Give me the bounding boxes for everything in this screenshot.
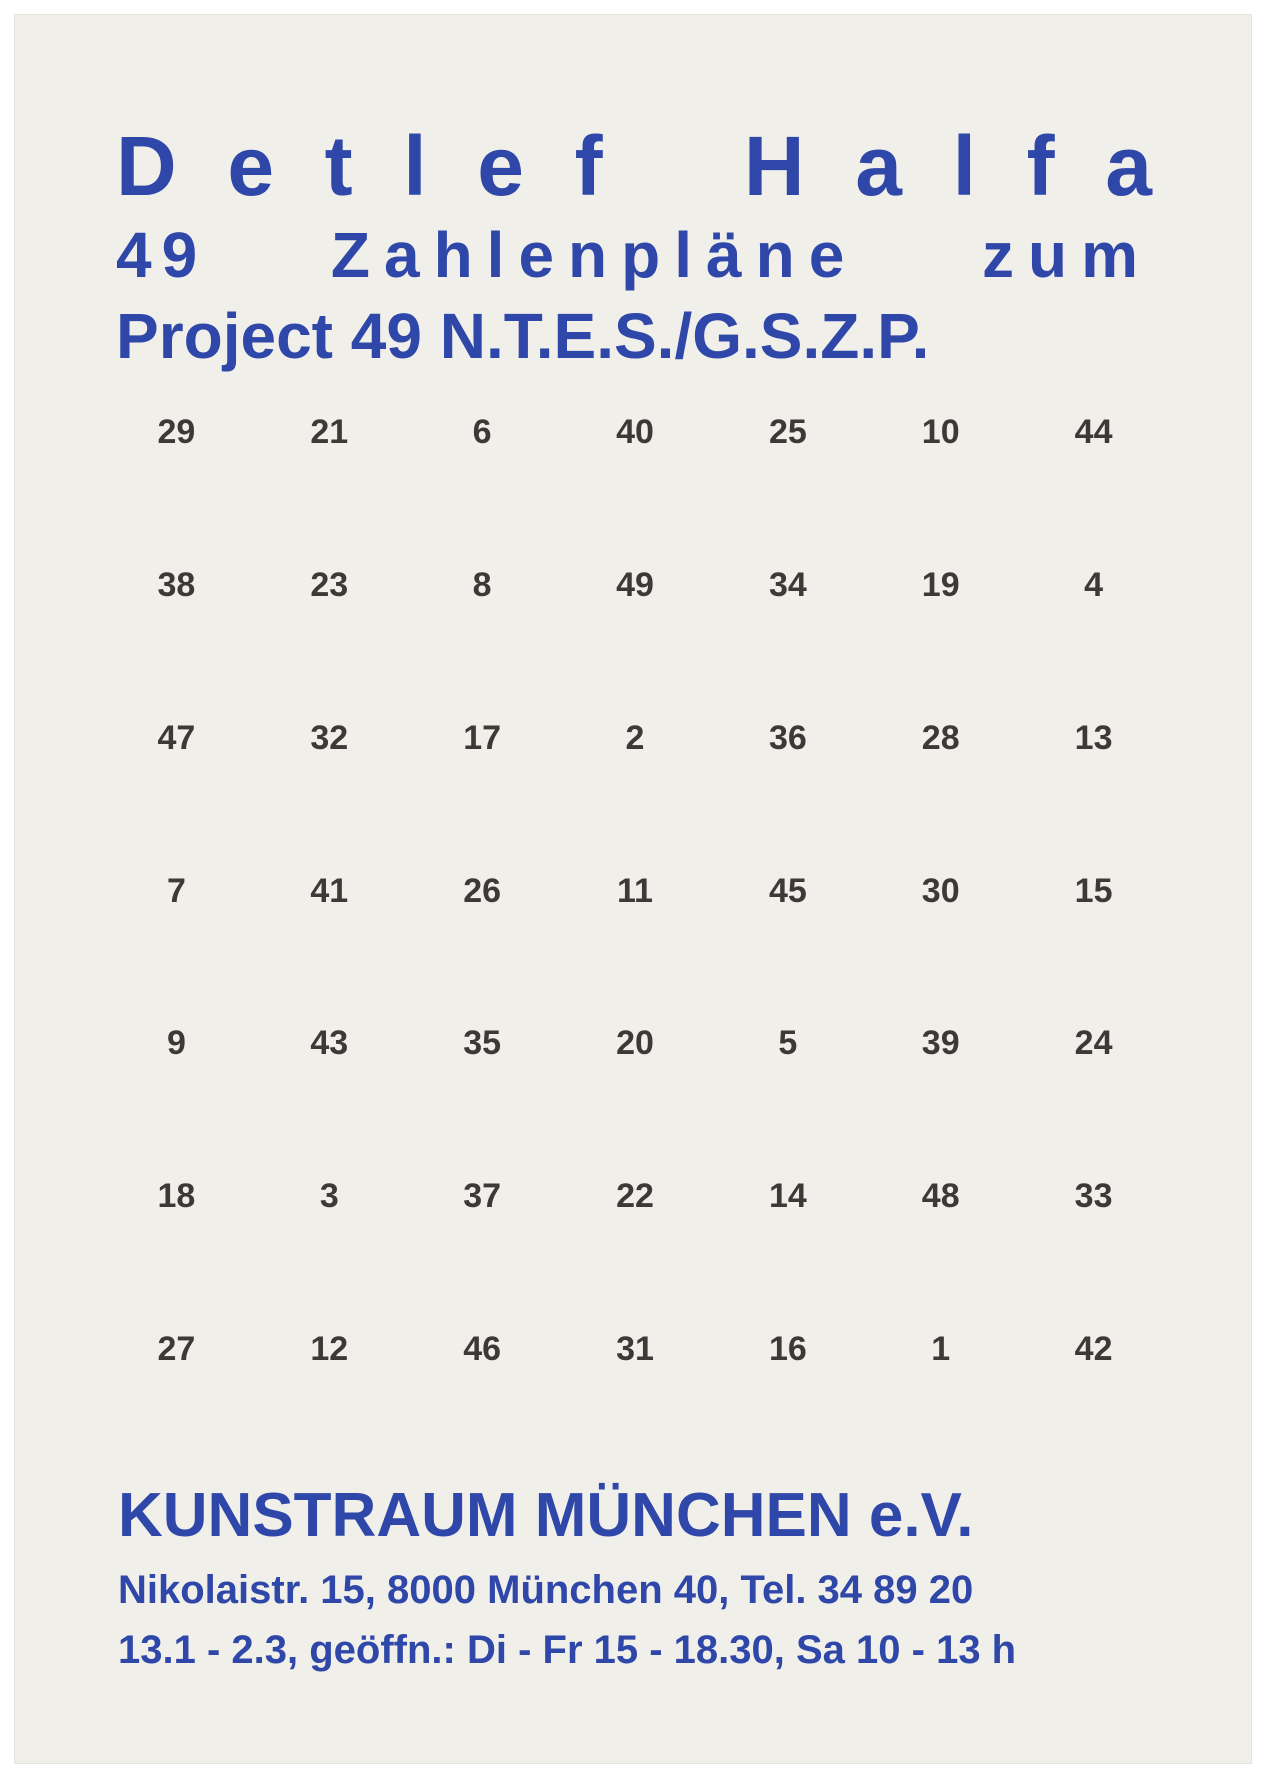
name-letter: l xyxy=(952,119,976,213)
subtitle-word: Zahlenpläne xyxy=(330,219,859,291)
number-grid xyxy=(100,400,1170,1470)
grid-cell: 7 xyxy=(166,871,186,910)
grid-cell: 27 xyxy=(157,1330,196,1369)
grid-cell: 16 xyxy=(768,1330,807,1369)
grid-cell: 5 xyxy=(778,1024,798,1063)
grid-cell: 25 xyxy=(768,413,807,451)
grid-cell: 41 xyxy=(310,871,349,910)
grid-cell: 2 xyxy=(625,718,645,757)
grid-cell: 22 xyxy=(616,1177,654,1216)
grid-cell: 19 xyxy=(921,565,960,604)
grid-cell: 4 xyxy=(1084,565,1104,604)
grid-cell: 10 xyxy=(921,413,960,451)
name-letter: D xyxy=(116,119,177,213)
name-gap xyxy=(653,120,693,212)
grid-cell: 26 xyxy=(463,871,502,910)
address-line: Nikolaistr. 15, 8000 München 40, Tel. 34 89 20 xyxy=(118,1568,974,1612)
grid-cell: 33 xyxy=(1074,1177,1113,1216)
grid-cell: 21 xyxy=(310,413,349,451)
name-letter: f xyxy=(1026,119,1055,213)
subtitle-word: zum xyxy=(982,219,1152,291)
grid-cell: 40 xyxy=(616,413,654,451)
name-letter: e xyxy=(477,119,524,213)
grid-cell: 18 xyxy=(157,1177,196,1216)
grid-cell: 49 xyxy=(616,565,654,604)
grid-cell: 29 xyxy=(157,413,196,451)
grid-cell: 13 xyxy=(1074,718,1113,757)
name-letter: f xyxy=(574,119,603,213)
subtitle-word: 49 xyxy=(116,219,208,291)
grid-cell: 47 xyxy=(157,718,196,757)
grid-cell: 42 xyxy=(1074,1330,1113,1369)
grid-cell: 38 xyxy=(157,565,196,604)
name-letter: t xyxy=(324,119,353,213)
grid-cell: 30 xyxy=(921,871,960,910)
grid-cell: 12 xyxy=(310,1330,349,1369)
grid-cell: 32 xyxy=(310,718,349,757)
grid-cell: 23 xyxy=(310,565,349,604)
opening-hours: 13.1 - 2.3, geöffn.: Di - Fr 15 - 18.30, Sa 10 - 13 h xyxy=(118,1628,1017,1672)
grid-cell: 9 xyxy=(166,1024,186,1063)
grid-cell: 24 xyxy=(1074,1024,1113,1063)
project-title: Project 49 N.T.E.S./G.S.Z.P. xyxy=(116,300,930,372)
grid-cell: 44 xyxy=(1074,413,1113,451)
grid-cell: 31 xyxy=(616,1330,654,1369)
grid-cell: 37 xyxy=(463,1177,502,1216)
grid-cell: 34 xyxy=(768,565,807,604)
grid-cell: 6 xyxy=(472,413,492,451)
grid-cell: 36 xyxy=(768,718,807,757)
grid-cell: 46 xyxy=(463,1330,502,1369)
grid-cell: 39 xyxy=(921,1024,960,1063)
name-letter: l xyxy=(403,119,427,213)
name-letter: a xyxy=(855,119,902,213)
grid-cell: 1 xyxy=(931,1330,951,1369)
grid-cell: 45 xyxy=(768,871,807,910)
grid-cell: 8 xyxy=(472,565,492,604)
grid-cell: 15 xyxy=(1074,871,1113,910)
institution-name: KUNSTRAUM MÜNCHEN e.V. xyxy=(118,1481,974,1550)
grid-cell: 28 xyxy=(921,718,960,757)
name-letter: H xyxy=(743,119,805,213)
grid-cell: 20 xyxy=(616,1024,654,1063)
name-letter: a xyxy=(1105,119,1152,213)
grid-cell: 35 xyxy=(463,1024,502,1063)
grid-cell: 11 xyxy=(617,871,653,910)
name-letter: e xyxy=(227,119,275,213)
grid-cell: 3 xyxy=(319,1177,339,1216)
grid-cell: 43 xyxy=(310,1024,349,1063)
grid-cell: 14 xyxy=(768,1177,807,1216)
grid-cell: 17 xyxy=(463,718,502,757)
subtitle xyxy=(116,218,1152,292)
artist-name xyxy=(116,120,1152,212)
grid-cell: 48 xyxy=(921,1177,960,1216)
